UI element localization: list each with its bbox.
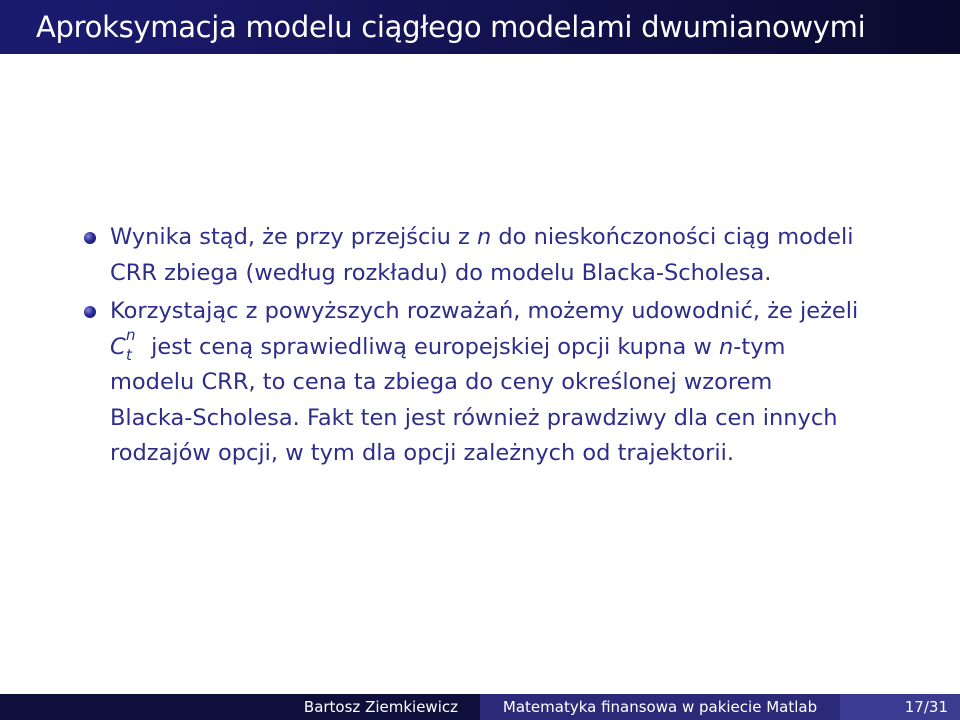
slide-content bbox=[84, 220, 914, 475]
bullet-line: modelu CRR, to cena ta zbiega do ceny określonej wzorem bbox=[110, 369, 773, 395]
bullet-line: Blacka-Scholesa. Fakt ten jest również prawdziwy dla cen innych bbox=[110, 404, 838, 431]
bullet-line: Korzystając z powyższych rozważań, możemy udowodnić, że jeżeli bbox=[110, 298, 859, 324]
bullet-icon bbox=[84, 232, 96, 244]
bullet-item bbox=[84, 220, 914, 291]
math-n: n bbox=[476, 224, 492, 250]
math-n: n bbox=[718, 333, 734, 360]
bullet-line: rodzajów opcji, w tym dla opcji zależnych od trajektorii. bbox=[110, 440, 735, 466]
footer-bar bbox=[0, 694, 960, 720]
math-expression: C n t bbox=[110, 325, 136, 364]
footer-title: Matematyka finansowa w pakiecie Matlab bbox=[480, 694, 840, 720]
bullet-line: C n t jest ceną sprawiedliwą europejskiej opcji kupna w n-tym bbox=[110, 325, 786, 364]
footer-author: Bartosz Ziemkiewicz bbox=[0, 694, 480, 720]
bullet-line: CRR zbiega (według rozkładu) do modelu Blacka-Scholesa. bbox=[110, 259, 772, 286]
slide-title: Aproksymacja modelu ciągłego modelami dwumianowymi bbox=[36, 10, 866, 44]
title-bar bbox=[0, 0, 960, 54]
bullet-item bbox=[84, 294, 914, 472]
bullet-line: Wynika stąd, że przy przejściu z n do nieskończoności ciąg modeli bbox=[110, 224, 854, 250]
bullet-icon bbox=[84, 306, 96, 318]
page-number: 17/31 bbox=[840, 694, 960, 720]
